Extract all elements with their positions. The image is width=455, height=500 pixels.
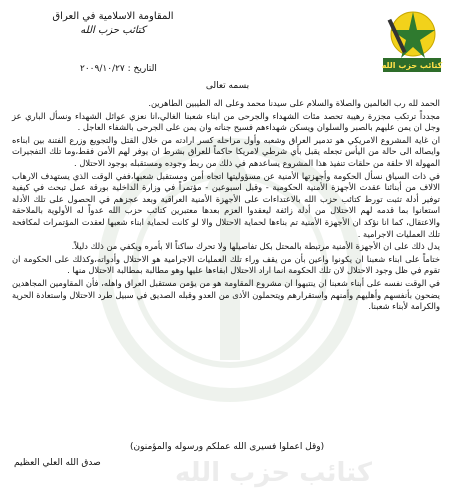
footer-watermark: كتائب حزب الله [175,458,372,488]
statement-body [12,98,440,314]
date-line [80,64,157,74]
org-subname: كتائب حزب الله [80,25,146,36]
paragraph: يدل ذلك على ان الأجهزة الأمنية مرتبطة بالمحتل بكل تفاصيلها ولا تحرك ساكناً الا بأمره ويكفي من ذلك دليلاً. [71,241,440,252]
paragraph: في الوقت نفسه على أبناء شعبنا ان ينتبهوا ان مشروع المقاومة هو من يؤمن مستقبل العراق واهله، فأن المقاومين المجاهدين يضحون بأنفسهم وأهليهم وأمنهم واستقرارهم ويتحملون الأذى من العدو وقبله الصديق في سبيل طرد الاحتلال واستعادة الحرية والكرامة لأبناء شعبنا. [12,277,440,312]
org-name: المقاومة الاسلامية في العراق [52,11,174,22]
date-separator: : [124,64,134,74]
paragraph: في ذات السياق نسأل الحكومة وأجهزتها الأمنية عن مسؤوليتها اتجاه أمن ومستقبل شعبها،ففي الوقت الذي يستهدف الارهاب الالاف من أبنائنا عقدت الأجهزة الأمنية الحكومية - وقبل اسبوعين - مؤتمراً في وزارة الداخلية بورقة عمل تبحث في كيفية توفير أدلة تثبت تورط كتائب حزب الله بالاعتداءات على الأجهزة الأمنية العراقية وبعد عجزهم في الحصول على تلك الأدلة استعانوا بما قدمه لهم الاحتلال من أدلة زائفة ليعقدوا العزم بعدها معتبرين كتائب حزب الله عدواً له الأولوية بالملاحقة والاعتقال، كما انا نؤكد ان الأجهزة الأمنية تم بناءها لحماية الاحتلال والا لو كانت لحماية ابناء شعبها لعقدت المؤتمرات لمكافحة تلك العمليات الاجرامية . [12,170,440,239]
paragraph: ختاماً على ابناء شعبنا ان يكونوا واعين بأن من يقف وراء تلك العمليات الاجرامية هو الاحتلال وأدواته،وكذلك على الحكومة ان تقوم في ظل وجود الاحتلال لان تلك الحكومة انما اراد الاحتلال ابقاءها عليها وهو مطالبة بمطالبة الاحتلال منها . [12,253,440,276]
svg-text:كتائب حزب الله: كتائب حزب الله [381,61,443,70]
paragraph: الحمد لله رب العالمين والصلاة والسلام على سيدنا محمد وعلى اله الطيبين الطاهرين. [148,98,440,108]
organization-header [28,10,198,38]
basmala: بسمه تعالى [205,81,250,91]
quran-quote: (وقل اعملوا فسيرى الله عملكم ورسوله والمؤمنون) [130,442,325,452]
paragraph: مجدداً ترتكب مجزرة رهيبة تحصد مئات الشهداء والجرحى من ابناء شعبنا الغالي،انا نعزي عوائل الشهداء ونسأل الباري عز وجل ان يمن عليهم بالصبر والسلوان ويسكن شهداءهم فسيح جناته وان يمن على الجرحى بالشفاء العاجل . [12,110,440,133]
date-label: التاريخ [133,64,157,74]
closing-line: صدق الله العلي العظيم [14,458,101,468]
paragraph: ان غاية المشروع الامريكي هو تدمير العراق وشعبه وأول مراحله كسر ارادته من خلال القتل والتجويع وزرع الفتنة بين ابناءه وايصاله الى حالة من اليأس تجعله يقبل بأي شرطي لامريكا حاكماً للعراق بشرط ان يوفر لهم الأمن فقط،وما تلك التفجيرات المهولة الا حلقة من حلقات تنفيذ هذا المشروع يساعدهم في ذلك من ربط وجوده ومستقبله بوجود الاحتلال . [12,134,440,168]
kataib-hezbollah-logo [373,4,447,78]
date-value: ٢٠٠٩/١٠/٢٧ [80,64,125,74]
